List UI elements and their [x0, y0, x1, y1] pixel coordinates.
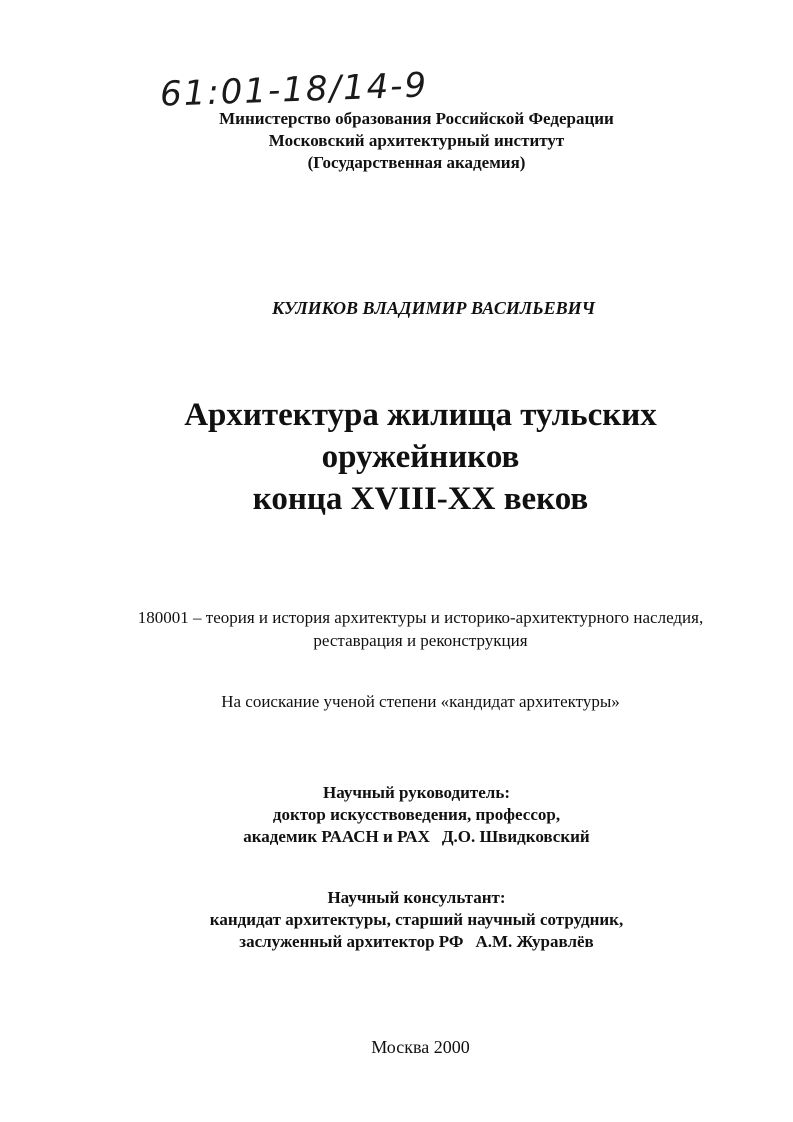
supervisor-name: Д.О. Швидковский	[441, 827, 590, 846]
title-line-1: Архитектура жилища тульских	[184, 397, 657, 433]
city-year: Москва 2000	[371, 1037, 470, 1057]
title-line-3: конца XVIII-XX веков	[252, 481, 589, 517]
supervisor-academic-title: академик РААСН и РАХ	[243, 827, 430, 846]
thesis-title	[24, 394, 793, 520]
author-name: КУЛИКОВ ВЛАДИМИР ВАСИЛЬЕВИЧ	[272, 298, 596, 318]
specialty-line-1: 180001 – теория и история архитектуры и историко-архитектурного наследия,	[137, 608, 704, 627]
academy-name: (Государственная академия)	[307, 153, 526, 172]
specialty-line-2: реставрация и реконструкция	[313, 631, 528, 650]
consultant-name-line	[20, 931, 793, 953]
institute-name: Московский архитектурный институт	[268, 131, 565, 150]
title-line-2: оружейников	[321, 439, 520, 475]
supervisor-heading: Научный руководитель:	[323, 783, 510, 802]
handwritten-archive-number: 61:01-18/14-9	[159, 65, 429, 115]
consultant-heading: Научный консультант:	[327, 888, 506, 907]
supervisor-block	[20, 782, 793, 848]
institution-block	[20, 108, 793, 174]
consultant-block	[20, 887, 793, 953]
ministry-name: Министерство образования Российской Федерации	[219, 109, 614, 128]
degree-statement: На соискание ученой степени «кандидат архитектуры»	[221, 692, 620, 711]
specialty-block	[24, 606, 793, 652]
consultant-honorary-title: заслуженный архитектор РФ	[239, 932, 464, 951]
supervisor-title: доктор искусствоведения, профессор,	[272, 805, 561, 824]
consultant-title: кандидат архитектуры, старший научный сотрудник,	[209, 910, 624, 929]
consultant-name: А.М. Журавлёв	[475, 932, 594, 951]
supervisor-name-line	[20, 826, 793, 848]
